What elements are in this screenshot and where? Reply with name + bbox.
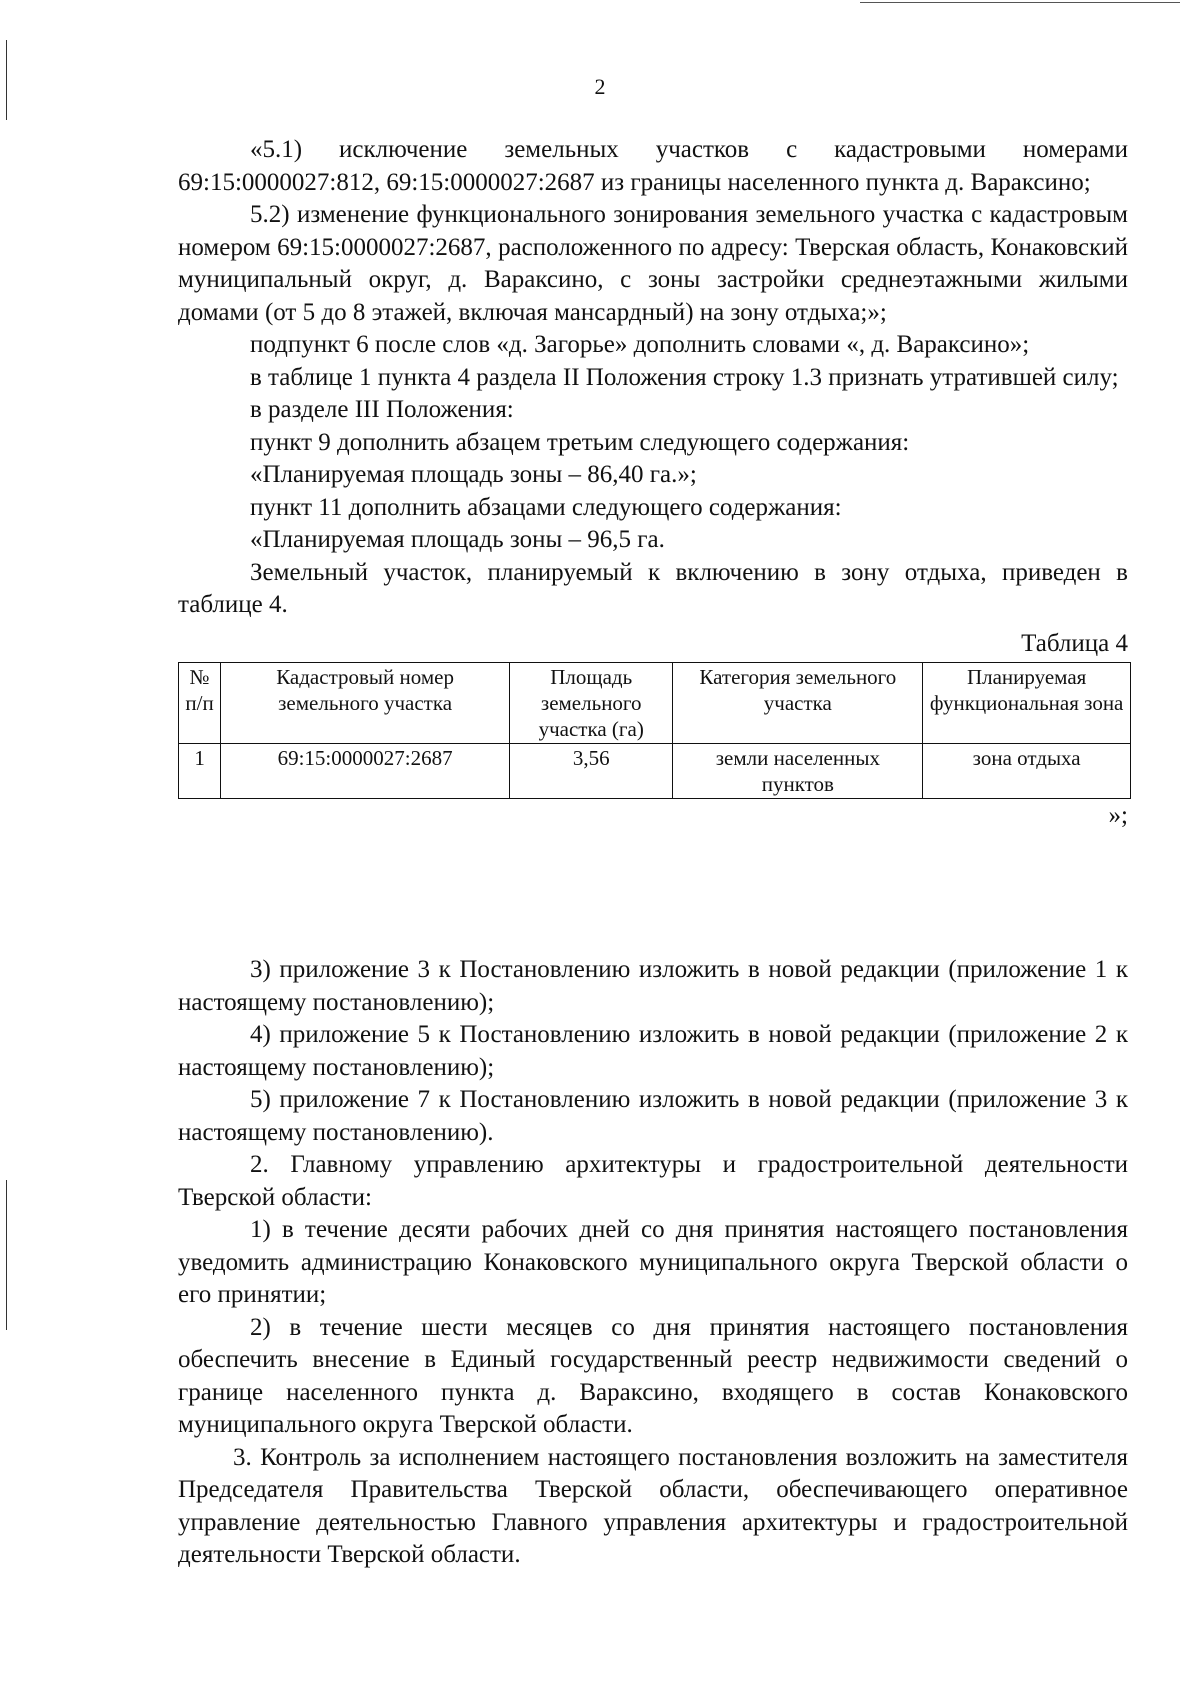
paragraph: «Планируемая площадь зоны – 96,5 га. — [250, 526, 665, 553]
header-cadastral-number: Кадастровый номер земельного участка — [221, 662, 510, 743]
paragraph: 4) приложение 5 к Постановлению изложить в новой редакции (приложение 2 к настоящему постановлению); — [178, 1021, 1128, 1081]
paragraph: 1) в течение десяти рабочих дней со дня принятия настоящего постановления уведомить администрацию Конаковского муниципального округа Тверской области о его принятии; — [178, 1216, 1128, 1308]
cell-cadastral-number: 69:15:0000027:2687 — [221, 743, 510, 798]
table-closing-quote: »; — [1108, 801, 1128, 829]
cell-number: 1 — [179, 743, 221, 798]
header-land-category: Категория земельного участка — [673, 662, 923, 743]
paragraph: пункт 11 дополнить абзацами следующего содержания: — [250, 493, 842, 521]
paragraph: подпункт 6 после слов «д. Загорье» дополнить словами «, д. Вараксино»; — [250, 331, 1030, 358]
cell-functional-zone: зона отдыха — [923, 743, 1131, 798]
paragraph: «5.1) исключение земельных участков с кадастровыми номерами 69:15:0000027:812, 69:15:0000027:2687 из границы населенного пункта д. Вараксино; — [178, 136, 1128, 196]
paragraph: 2) в течение шести месяцев со дня принятия настоящего постановления обеспечить внесение в Единый государственный реестр недвижимости сведений о границе населенного пункта д. Вараксино, входящего в состав Конаковского муниципального округа Тверской области. — [178, 1313, 1128, 1438]
paragraph: Земельный участок, планируемый к включению в зону отдыха, приведен в таблице 4. — [178, 558, 1128, 618]
table-caption: Таблица 4 — [1021, 629, 1128, 657]
scan-edge-line-bottom — [6, 1180, 7, 1330]
paragraph: 5.2) изменение функционального зонирования земельного участка с кадастровым номером 69:15:0000027:2687, расположенного по адресу: Тверская область, Конаковский муниципальный округ, д. Вараксино, с зоны застройки среднеэтажными жилыми домами (от 5 до 8 этажей, включая мансардный) на зону отдыха;»; — [178, 201, 1128, 326]
paragraph: пункт 9 дополнить абзацем третьим следующего содержания: — [250, 428, 910, 456]
table-row — [179, 743, 1131, 798]
document-body-top — [178, 134, 1128, 829]
cell-area: 3,56 — [510, 743, 673, 798]
land-plot-table — [178, 662, 1131, 799]
paragraph: в разделе III Положения: — [250, 396, 514, 423]
paragraph: 3. Контроль за исполнением настоящего постановления возложить на заместителя Председателя Правительства Тверской области, обеспечивающего оперативное управление деятельностью Главного управления архитектуры и градостроительной деятельности Тверской области. — [178, 1443, 1128, 1568]
paragraph: 3) приложение 3 к Постановлению изложить в новой редакции (приложение 1 к настоящему постановлению); — [178, 956, 1128, 1016]
header-number: № п/п — [179, 662, 221, 743]
scan-top-line — [860, 2, 1180, 3]
document-body-bottom — [178, 954, 1128, 1572]
paragraph: в таблице 1 пункта 4 раздела II Положения строку 1.3 признать утратившей силу; — [250, 363, 1119, 391]
header-area: Площадь земельного участка (га) — [510, 662, 673, 743]
table-header-row — [179, 662, 1131, 743]
header-functional-zone: Планируемая функциональная зона — [923, 662, 1131, 743]
paragraph: 5) приложение 7 к Постановлению изложить в новой редакции (приложение 3 к настоящему постановлению). — [178, 1086, 1128, 1146]
cell-land-category: земли населенных пунктов — [673, 743, 923, 798]
paragraph: «Планируемая площадь зоны – 86,40 га.»; — [250, 461, 697, 488]
paragraph: 2. Главному управлению архитектуры и градостроительной деятельности Тверской области: — [178, 1151, 1128, 1211]
page-number: 2 — [594, 74, 606, 99]
